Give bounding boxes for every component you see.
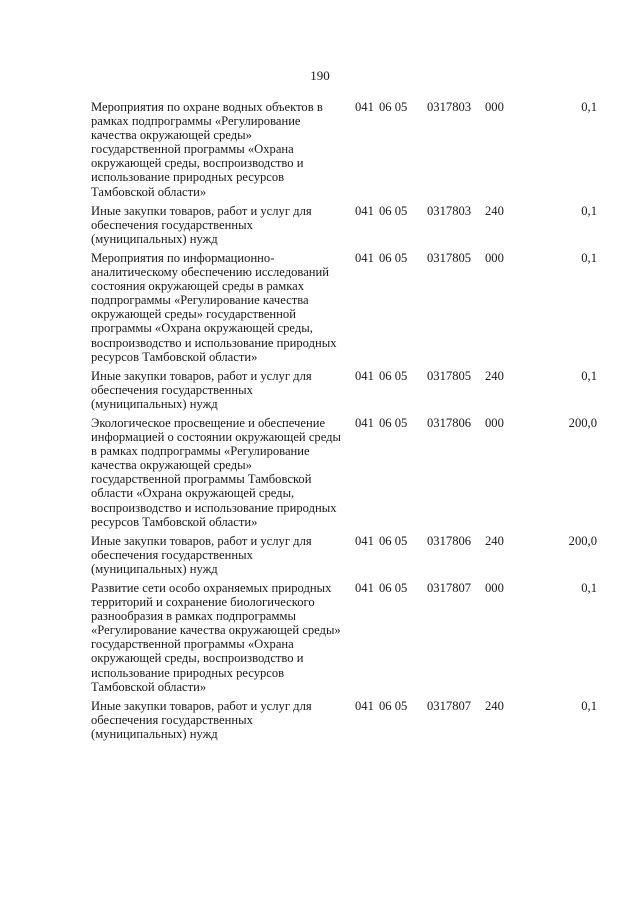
row-section-code: 06 05 <box>379 203 408 218</box>
row-expense-kind: 240 <box>485 368 504 383</box>
row-name: Иные закупки товаров, работ и услуг для обеспечения государственных (муниципальных) нужд <box>91 698 312 741</box>
row-amount: 0,1 <box>581 581 597 595</box>
table-row <box>91 699 603 746</box>
row-section-code: 06 05 <box>379 698 408 713</box>
row-expense-kind: 000 <box>485 415 504 430</box>
row-admin-code: 041 <box>355 100 374 114</box>
row-name: Экологическое просвещение и обеспечение информацией о состоянии окружающей среды в рамках подпрограммы «Регулирование качества окружающей среды» государственной программы Тамбовской области «Охрана окружающей среды, воспроизводство и использование природных ресурсов Тамбовской области» <box>91 415 341 529</box>
table-row <box>91 204 603 251</box>
row-amount: 0,1 <box>581 368 597 383</box>
table-row <box>91 416 603 534</box>
row-amount: 0,1 <box>581 100 597 114</box>
table-row <box>91 251 603 369</box>
row-name: Иные закупки товаров, работ и услуг для обеспечения государственных (муниципальных) нужд <box>91 368 312 411</box>
row-admin-code: 041 <box>355 581 374 595</box>
row-target-code: 0317807 <box>427 698 472 713</box>
row-amount: 200,0 <box>568 415 597 430</box>
row-name: Мероприятия по информационно-аналитическому обеспечению исследований состояния окружающей среды в рамках подпрограммы «Регулирование качества окружающей среды» государственной программы «Охрана окружающей среды, воспроизводство и использование природных ресурсов Тамбовской области» <box>91 250 337 364</box>
row-target-code: 0317803 <box>427 100 472 114</box>
row-amount: 0,1 <box>581 203 597 218</box>
row-expense-kind: 240 <box>485 698 504 713</box>
row-name: Иные закупки товаров, работ и услуг для обеспечения государственных (муниципальных) нужд <box>91 203 312 246</box>
row-expense-kind: 000 <box>485 250 504 265</box>
row-expense-kind: 240 <box>485 203 504 218</box>
row-section-code: 06 05 <box>379 100 408 114</box>
row-expense-kind: 000 <box>485 581 504 595</box>
row-expense-kind: 000 <box>485 100 504 114</box>
row-amount: 200,0 <box>568 533 597 548</box>
row-section-code: 06 05 <box>379 368 408 383</box>
row-target-code: 0317806 <box>427 533 472 548</box>
row-admin-code: 041 <box>355 698 374 713</box>
row-amount: 0,1 <box>581 698 597 713</box>
row-target-code: 0317806 <box>427 415 472 430</box>
page-number: 190 <box>310 68 330 83</box>
row-admin-code: 041 <box>355 203 374 218</box>
row-admin-code: 041 <box>355 368 374 383</box>
row-section-code: 06 05 <box>379 415 408 430</box>
row-target-code: 0317805 <box>427 368 472 383</box>
row-admin-code: 041 <box>355 533 374 548</box>
table-row <box>91 534 603 581</box>
row-target-code: 0317803 <box>427 203 472 218</box>
row-section-code: 06 05 <box>379 581 408 595</box>
row-expense-kind: 240 <box>485 533 504 548</box>
budget-table <box>91 100 603 746</box>
table-row <box>91 369 603 416</box>
row-amount: 0,1 <box>581 250 597 265</box>
row-admin-code: 041 <box>355 415 374 430</box>
row-name: Иные закупки товаров, работ и услуг для обеспечения государственных (муниципальных) нужд <box>91 533 312 576</box>
row-admin-code: 041 <box>355 250 374 265</box>
row-name: Развитие сети особо охраняемых природных территорий и сохранение биологического разнообразия в рамках подпрограммы «Регулирование качества окружающей среды» государственной программы «Охрана окружающей среды, воспроизводство и использование природных ресурсов Тамбовской области» <box>91 581 341 694</box>
row-section-code: 06 05 <box>379 250 408 265</box>
row-target-code: 0317807 <box>427 581 472 595</box>
table-row <box>91 581 603 699</box>
row-name: Мероприятия по охране водных объектов в рамках подпрограммы «Регулирование качества окружающей среды» государственной программы «Охрана окружающей среды, воспроизводство и использование природных ресурсов Тамбовской области» <box>91 100 323 199</box>
table-row <box>91 100 603 204</box>
row-section-code: 06 05 <box>379 533 408 548</box>
row-target-code: 0317805 <box>427 250 472 265</box>
